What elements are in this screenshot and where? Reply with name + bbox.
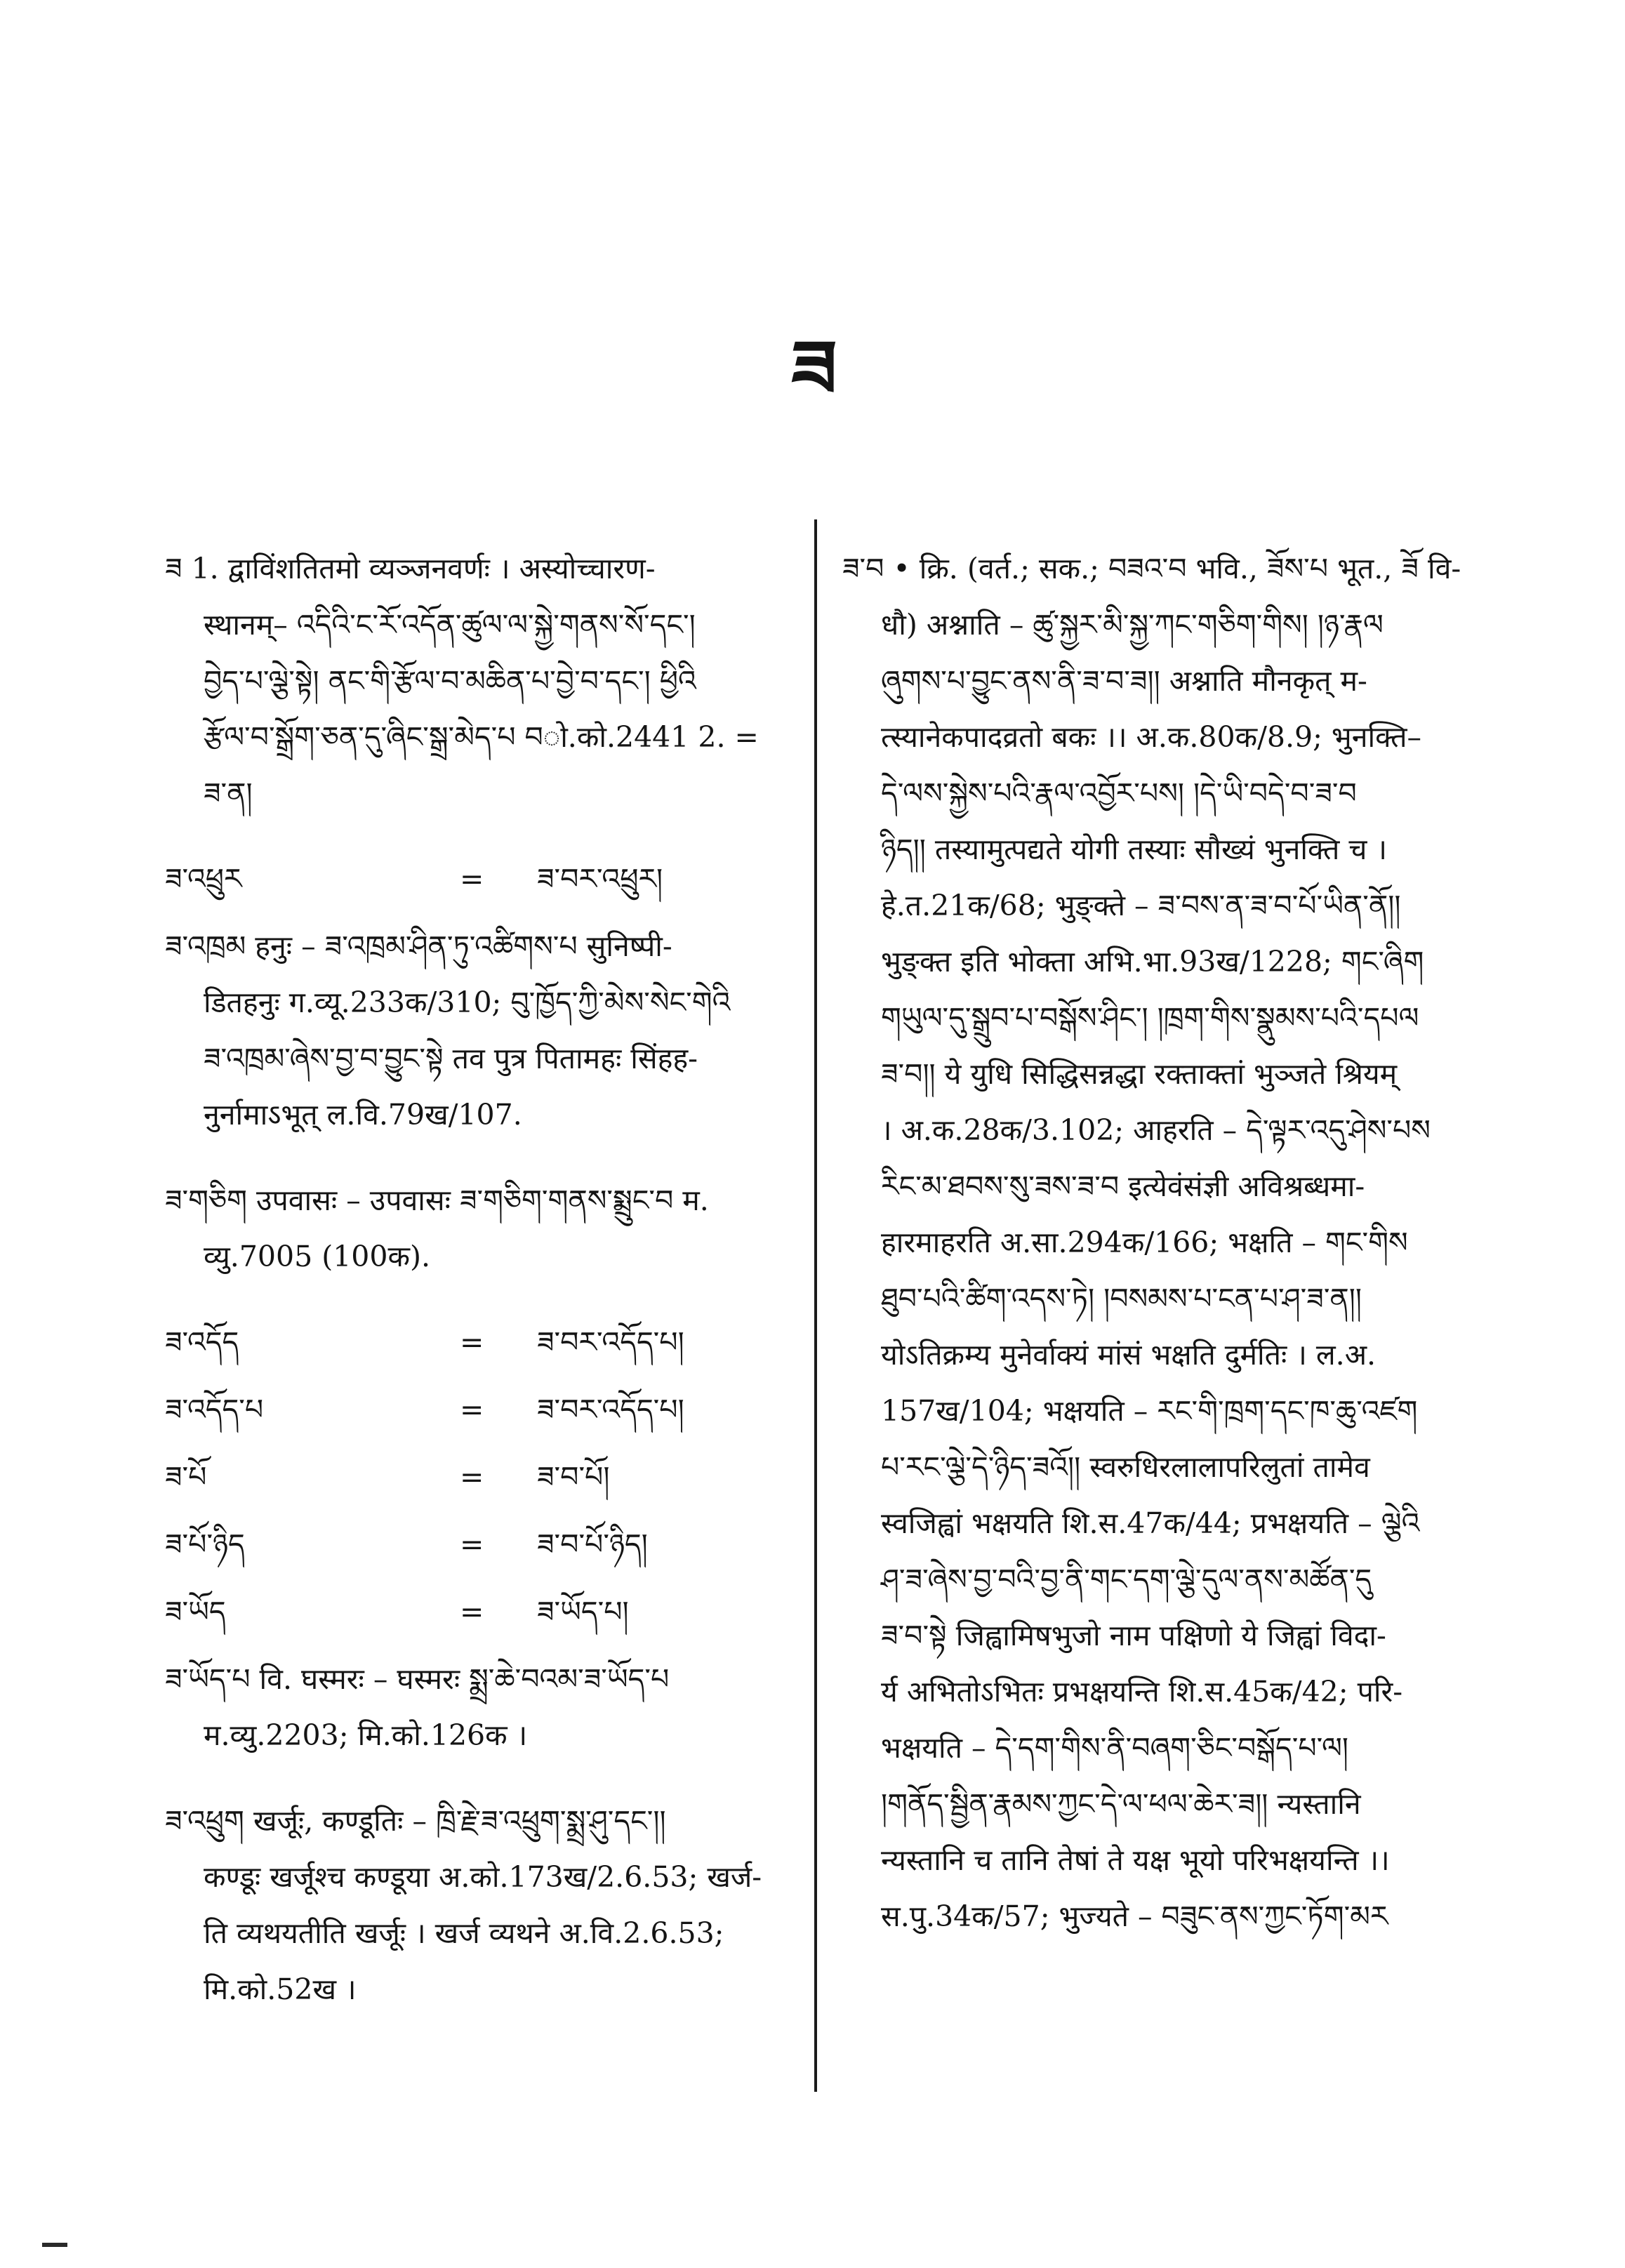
left-column [165,541,783,2047]
cross-ref-target: ཟ་བར་འདོད་པ། [537,1325,684,1359]
entry-line: བྱེད་པ་ལྕེ་སྟེ། ནང་གི་རྩོལ་བ་མཆིན་པ་བྱེ་བ་དང་། ཕྱིའི [204,664,696,698]
entry-line: भुङ्क्त इति भोक्ता अभि.भा.93ख/1228; གང་ཞིག [881,945,1424,979]
entry-line: ཟ་འཁྲམ་ཞེས་བྱ་བ་བྱུང་སྟེ तव पुत्र पितामहः सिंहह- [204,1042,698,1075]
entry-line: ཟ་བ • क्रि. (वर्त.; सक.; བཟའ་བ भवि., ཟོས་པ भूत., ཟོ वि- [842,552,1461,585]
entry-line: རིང་མ་ཐབས་སུ་ཟས་ཟ་བ इत्येवंसंज्ञी अविश्रब्धमा- [881,1169,1365,1203]
entry-line: རྩོལ་བ་སྒྲོག་ཅན་དུ་ཞིང་སྒྲ་མེད་པ བो.को.2441 2. = [204,720,759,754]
cross-ref-target: ཟ་བ་པོ་ཉིད། [537,1527,648,1561]
entry-line: हारमाहरति अ.सा.294क/166; भक्षति – གང་གིས [881,1226,1408,1259]
entry-line: कण्डूः खर्जूश्च कण्डूया अ.को.173ख/2.6.53; खर्ज- [204,1860,762,1894]
entry-line: त्स्यानेकपादव्रतो बकः ।। अ.क.80क/8.9; भुनक्ति– [881,720,1421,754]
cross-reference-entry [165,1584,783,1651]
dictionary-entry-ghasmara [165,1651,783,1763]
entry-line: स.पु.34क/57; भुज्यते – བཟུང་ནས་ཀྱང་ཏོག་མར [881,1899,1388,1933]
equals-sign: = [460,1527,484,1561]
equals-sign: = [460,1393,484,1426]
cross-reference-entry [165,1449,783,1516]
equals-sign: = [460,1460,484,1494]
entry-line: དེ་ལས་སྐྱེས་པའི་རྣལ་འབྱོར་པས། །དེ་ཡི་བདེ་བ་ཟ་བ [881,776,1357,810]
entry-line: डितहनुः ग.व्यू.233क/310; བུ་ཁྱོད་ཀྱི་མེས་སེང་གེའི [204,986,731,1019]
entry-line: धौ) अश्नाति – ཚུ་སྐྱར་མི་སྐྱ་ཀང་གཅིག་གིས། །ཉ་རྣལ [881,608,1384,642]
entry-line: भक्षयति – དེ་དག་གིས་ནི་བཞག་ཅིང་བསྒོད་པ་ལ། [881,1731,1349,1765]
cross-ref-target: ཟ་བར་འདོད་པ། [537,1393,684,1426]
cross-reference-entry [165,851,783,918]
equals-sign: = [460,1595,484,1629]
dictionary-entry-upavasa [165,1172,783,1285]
entry-line: ཟ་བ།། ये युधि सिद्धिसन्नद्धा रक्ताक्तां भुञ्जते श्रियम् [881,1057,1398,1091]
entry-line: म.व्यु.2203; मि.को.126क । [204,1718,528,1752]
entry-line: स्थानम्– འདིའི་ང་རོ་འདོན་ཚུལ་ལ་སྐྱེ་གནས་སོ་དང་། [204,608,696,642]
entry-line: ཤ་ཟ་ཞེས་བྱ་བའི་བྱ་ནི་གང་དག་ལྕེ་དུལ་ནས་མཚོན་དུ [881,1563,1372,1596]
entry-line: नुर्नामाऽभूत् ल.वि.79ख/107. [204,1098,522,1132]
entry-line: ཟ་འཁྲམ हनुः – ཟ་འཁྲམ་ཤིན་ཏུ་འཚིགས་པ सुनिष्पी- [165,929,672,963]
entry-line: པ་རང་ལྕེ་དེ་ཉིད་ཟའོ།། स्वरुधिरलालापरिलुतां तामेव [881,1450,1370,1484]
entry-line: । अ.क.28क/3.102; आहरति – དེ་ལྟར་འདུ་ཤེས་པས [881,1113,1431,1147]
right-column [842,541,1460,1974]
equals-sign: = [460,1325,484,1359]
cross-ref-target: ཟ་ཡོད་པ། [537,1595,629,1629]
entry-line: मि.को.52ख । [204,1972,357,2006]
cross-ref-headword: ཟ་ཡོད [165,1595,226,1629]
dictionary-entry-hanu [165,918,783,1143]
cross-reference-entry [165,1516,783,1584]
dictionary-entry-kharju [165,1793,783,2017]
entry-line: योऽतिक्रम्य मुनेर्वाक्यं मांसं भक्षति दुर्मतिः । ल.अ. [881,1338,1377,1372]
entry-line: ཟ་བ་སྟེ जिह्वामिषभुजो नाम पक्षिणो ये जिह्वां विदा- [881,1619,1386,1652]
entry-line: གཡུལ་དུ་སྒྲུབ་པ་བསྒོས་ཤིང་། །ཁྲག་གིས་སྣུམས་པའི་དཔལ [881,1001,1419,1035]
cross-ref-headword: ཟ་པོ [165,1460,207,1494]
cross-ref-headword: ཟ་འདོད་པ [165,1393,264,1426]
entry-line: །གནོད་སྦྱིན་རྣམས་ཀྱང་དེ་ལ་ཕལ་ཆེར་ཟ།། न्यस्तानि [881,1787,1361,1821]
entry-line: र्य अभितोऽभितः प्रभक्षयन्ति शि.स.45क/42; परि- [881,1675,1403,1709]
section-letter-heading: ཟ [791,323,837,413]
entry-line: न्यस्तानि च तानि तेषां ते यक्ष भूयो परिभक्षयन्ति ।। [881,1843,1390,1877]
cross-ref-headword: ཟ་འཕྲུར [165,862,242,896]
entry-line: ཟ་ཡོད་པ वि. घस्मरः – घस्मरः སྨྲ་ཆེ་བའམ་ཟ་ཡོད་པ [165,1662,670,1696]
scan-artifact [42,2243,67,2247]
equals-sign: = [460,862,484,896]
cross-reference-entry [165,1314,783,1381]
cross-ref-target: ཟ་བ་པོ། [537,1460,610,1494]
entry-line: ཟ་འཕྲུག खर्जूः, कण्डूतिः – ཁྲི་རྗེ་ཟ་འཕྲུག་སྨྲ་ཤུ་དང་།། [165,1804,666,1838]
entry-line: ཟ་གཅིག उपवासः – उपवासः ཟ་གཅིག་གནས་སྨྲུང་བ म. [165,1183,709,1217]
entry-line: ཉིད།། तस्यामुत्पद्यते योगी तस्याः सौख्यं भुनक्ति च । [881,833,1387,866]
dictionary-entry-za-letter [165,541,783,821]
entry-line: ཟ 1. द्वाविंशतितमो व्यञ्जनवर्णः । अस्योच्चारण- [165,552,656,585]
entry-line: ཐུབ་པའི་ཚིག་འདས་ཏེ། །བསམས་པ་ངན་པ་ཤ་ཟ་ན།། [881,1282,1362,1315]
cross-reference-entry [165,1381,783,1449]
entry-line: व्यु.7005 (100क). [204,1240,430,1273]
dictionary-entry-za-ba [842,541,1460,1944]
cross-ref-headword: ཟ་པོ་ཉིད [165,1527,245,1561]
entry-line: ཟ་ན། [204,776,253,810]
entry-line: हे.त.21क/68; भुङ्क्ते – ཟ་བས་ན་ཟ་བ་པོ་ཡིན་ནོ།། [881,889,1401,922]
cross-ref-target: ཟ་བར་འཕྲུར། [537,862,663,896]
entry-line: ति व्यथयतीति खर्जूः । खर्ज व्यथने अ.वि.2.6.53; [204,1916,724,1950]
entry-line: ཞུགས་པ་བྱུང་ནས་ནི་ཟ་བ་ཟ།། अश्नाति मौनकृत् म- [881,664,1367,698]
entry-line: 157ख/104; भक्षयति – རང་གི་ཁྲག་དང་ཁ་ཆུ་འཛག [881,1394,1418,1428]
entry-line: स्वजिह्वां भक्षयति शि.स.47क/44; प्रभक्षयति – ལྕེའི [881,1506,1420,1540]
cross-ref-headword: ཟ་འདོད [165,1325,239,1359]
column-divider [814,519,817,2092]
